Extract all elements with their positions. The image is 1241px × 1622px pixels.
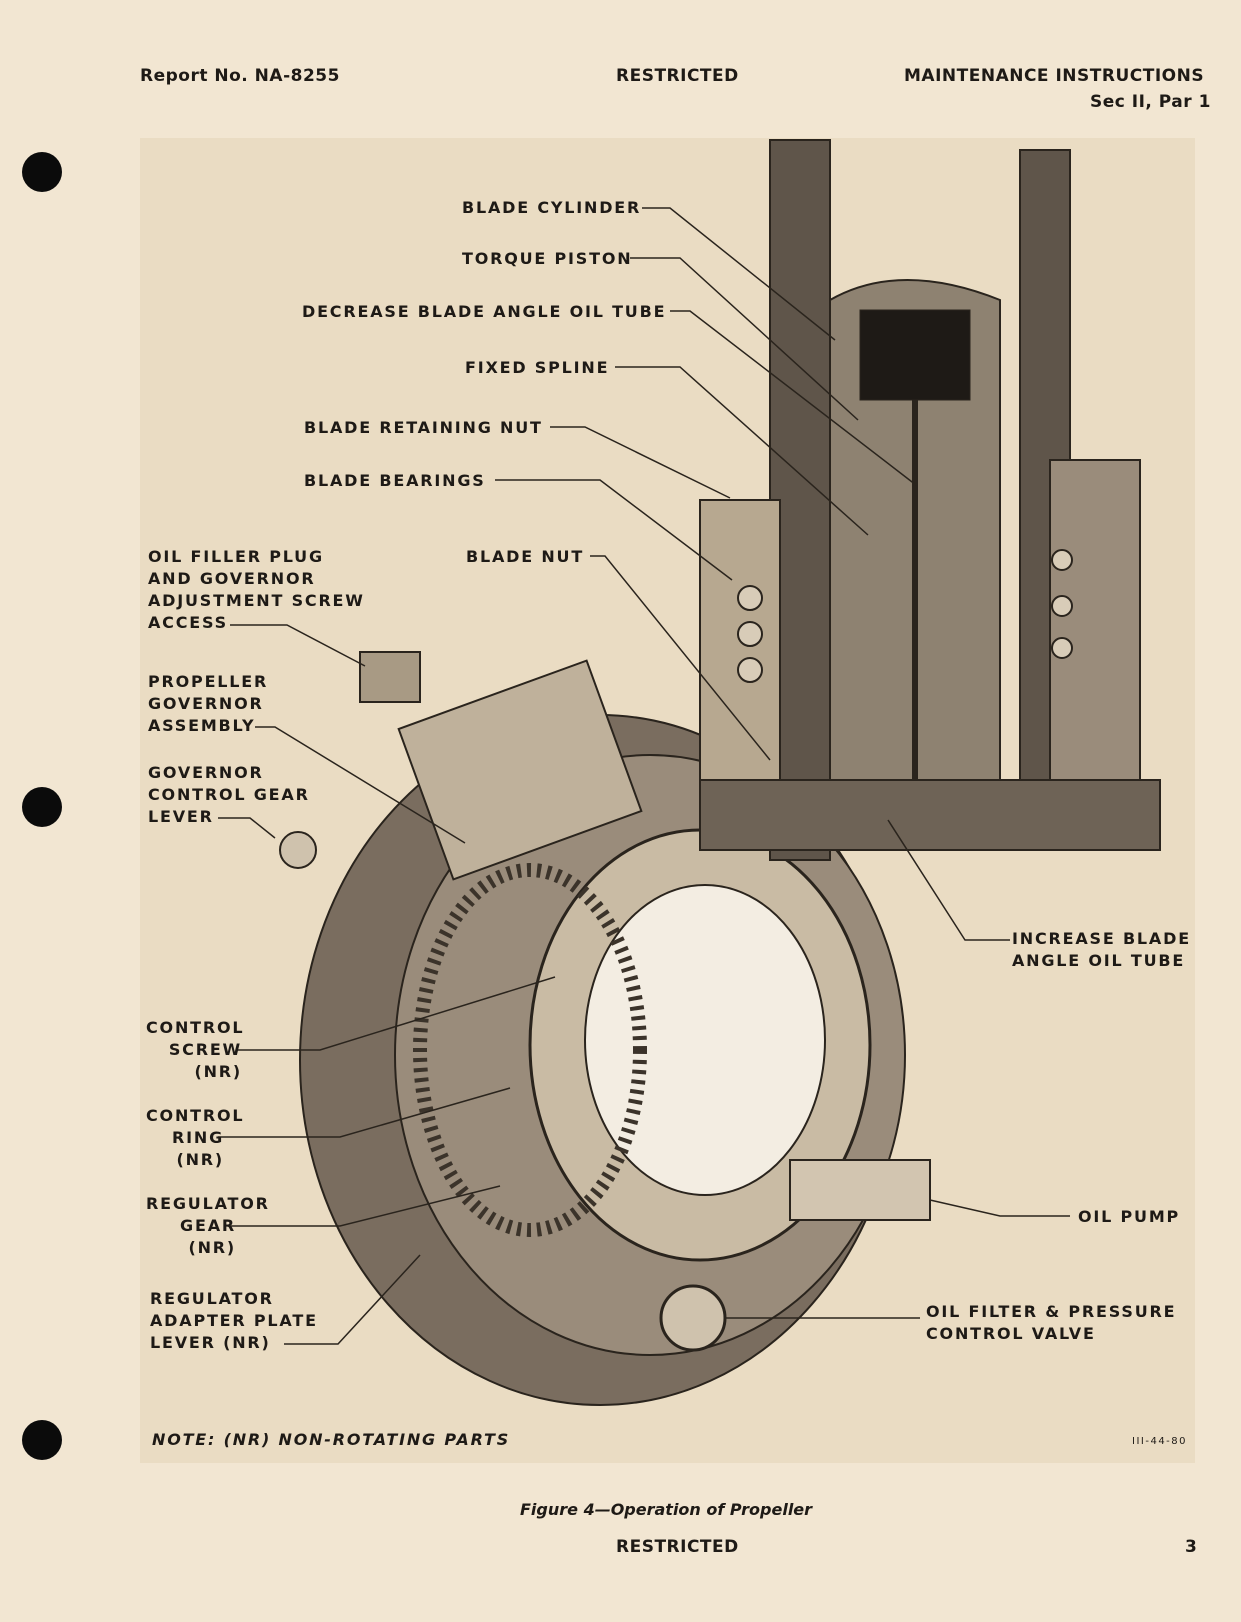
page-number: 3 [1185,1537,1198,1557]
label-oil-filter-pressure-control-valve: OIL FILTER & PRESSURE CONTROL VALVE [926,1302,1177,1343]
report-number: Report No. NA-8255 [140,66,340,86]
bearing-ball [1052,550,1072,570]
label-regulator-adapter-plate-lever: REGULATOR ADAPTER PLATE LEVER (NR) [150,1289,318,1352]
oil-filler-plug-shape [360,652,420,702]
bearing-housing-right [1050,460,1140,790]
section-reference: Sec II, Par 1 [1090,92,1211,112]
label-oil-pump: OIL PUMP [1078,1207,1181,1226]
hub-arm [700,780,1160,850]
oil-pump-shape [790,1160,930,1220]
classification-top: RESTRICTED [616,66,739,86]
blade-nut-housing [700,500,780,800]
label-propeller-governor-assembly: PROPELLER GOVERNOR ASSEMBLY [148,672,269,735]
label-blade-bearings: BLADE BEARINGS [304,471,486,490]
governor-lever-shape [280,832,316,868]
label-control-ring: CONTROL RING (NR) [146,1106,245,1169]
label-blade-nut: BLADE NUT [466,547,585,566]
non-rotating-note: NOTE: (NR) NON-ROTATING PARTS [152,1430,511,1449]
document-title: MAINTENANCE INSTRUCTIONS [904,66,1205,86]
classification-bottom: RESTRICTED [616,1537,739,1557]
bearing-ball [738,622,762,646]
label-decrease-blade-angle-oil-tube: DECREASE BLADE ANGLE OIL TUBE [302,302,667,321]
bearing-ball [738,658,762,682]
label-blade-retaining-nut: BLADE RETAINING NUT [304,418,543,437]
label-oil-filler-plug: OIL FILLER PLUG AND GOVERNOR ADJUSTMENT SCREW ACCESS [148,547,365,632]
bearing-ball [1052,596,1072,616]
bearing-ball [1052,638,1072,658]
label-governor-control-gear-lever: GOVERNOR CONTROL GEAR LEVER [148,763,310,826]
bearing-ball [738,586,762,610]
oil-filter-valve-shape [661,1286,725,1350]
label-torque-piston: TORQUE PISTON [462,249,633,268]
drawing-code: III-44-80 [1132,1436,1188,1447]
label-blade-cylinder: BLADE CYLINDER [462,198,642,217]
label-control-screw: CONTROL SCREW (NR) [146,1018,245,1081]
label-regulator-gear: REGULATOR GEAR (NR) [146,1194,270,1257]
figure-caption: Figure 4—Operation of Propeller [520,1500,813,1519]
torque-piston-shape [860,310,970,400]
label-fixed-spline: FIXED SPLINE [465,358,610,377]
label-increase-blade-angle-oil-tube: INCREASE BLADE ANGLE OIL TUBE [1012,929,1191,970]
